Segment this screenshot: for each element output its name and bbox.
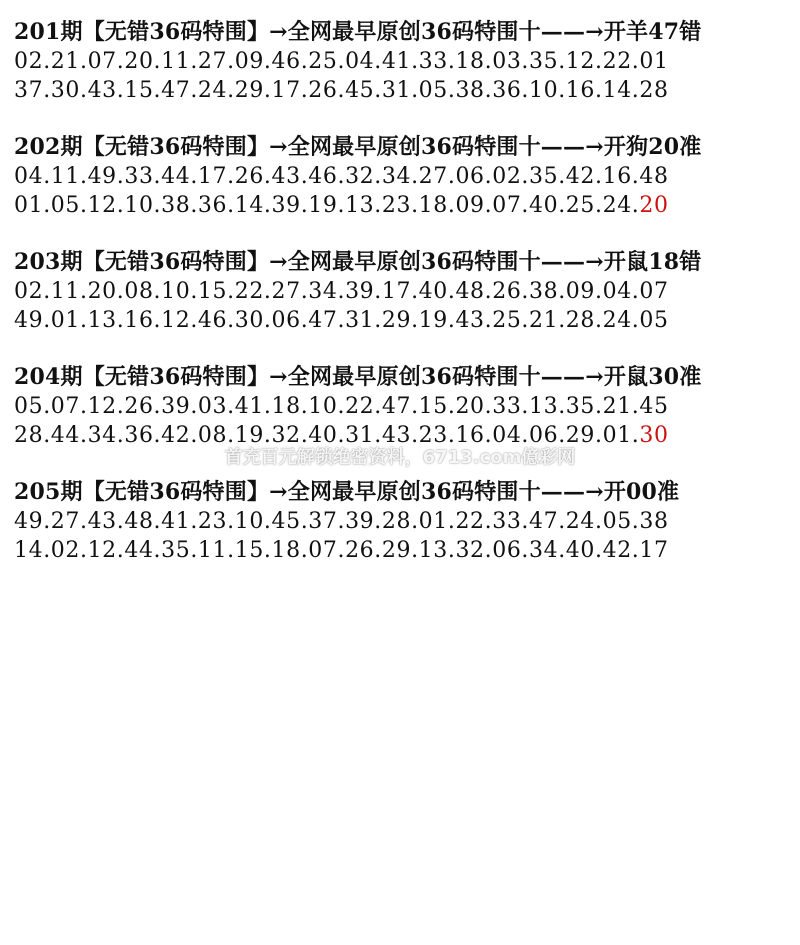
- period-block-204: [14, 363, 794, 450]
- number-row-text: 28.44.34.36.42.08.19.32.40.31.43.23.16.04.06.29.01.: [14, 423, 640, 448]
- number-row: 02.21.07.20.11.27.09.46.25.04.41.33.18.03.35.12.22.01: [14, 49, 669, 74]
- number-row: 02.11.20.08.10.15.22.27.34.39.17.40.48.26.38.09.04.07: [14, 279, 669, 304]
- watermark-text: 首充百元解锁绝密资料，6713.com億彩网: [224, 447, 576, 468]
- number-row-text: 49.01.13.16.12.46.30.06.47.31.29.19.43.25.21.28.24.05: [14, 308, 669, 333]
- number-row-text: 37.30.43.15.47.24.29.17.26.45.31.05.38.36.10.16.14.28: [14, 78, 669, 103]
- period-heading: 202期【无错36码特围】→全网最早原创36码特围十——→开狗20准: [14, 134, 702, 160]
- period-block-202: [14, 133, 794, 220]
- number-row: [14, 191, 794, 220]
- number-row: 49.27.43.48.41.23.10.45.37.39.28.01.22.33.47.24.05.38: [14, 509, 669, 534]
- number-row: [14, 76, 794, 105]
- number-row: [14, 536, 794, 565]
- number-row: 05.07.12.26.39.03.41.18.10.22.47.15.20.33.13.35.21.45: [14, 394, 669, 419]
- period-block-203: [14, 248, 794, 335]
- number-row-text: 14.02.12.44.35.11.15.18.07.26.29.13.32.06.34.40.42.17: [14, 538, 669, 563]
- period-heading: 201期【无错36码特围】→全网最早原创36码特围十——→开羊47错: [14, 19, 702, 45]
- number-row-text: 01.05.12.10.38.36.14.39.19.13.23.18.09.07.40.25.24.: [14, 193, 640, 218]
- number-row: [14, 306, 794, 335]
- period-heading: 205期【无错36码特围】→全网最早原创36码特围十——→开00准: [14, 479, 680, 505]
- period-heading: 204期【无错36码特围】→全网最早原创36码特围十——→开鼠30准: [14, 364, 702, 390]
- hit-number: 20: [639, 193, 669, 218]
- prediction-document: [14, 18, 794, 593]
- period-heading: 203期【无错36码特围】→全网最早原创36码特围十——→开鼠18错: [14, 249, 702, 275]
- period-block-201: [14, 18, 794, 105]
- period-block-205: [14, 478, 794, 565]
- number-row: 04.11.49.33.44.17.26.43.46.32.34.27.06.02.35.42.16.48: [14, 164, 669, 189]
- hit-number: 30: [639, 423, 669, 448]
- number-row: [14, 421, 794, 450]
